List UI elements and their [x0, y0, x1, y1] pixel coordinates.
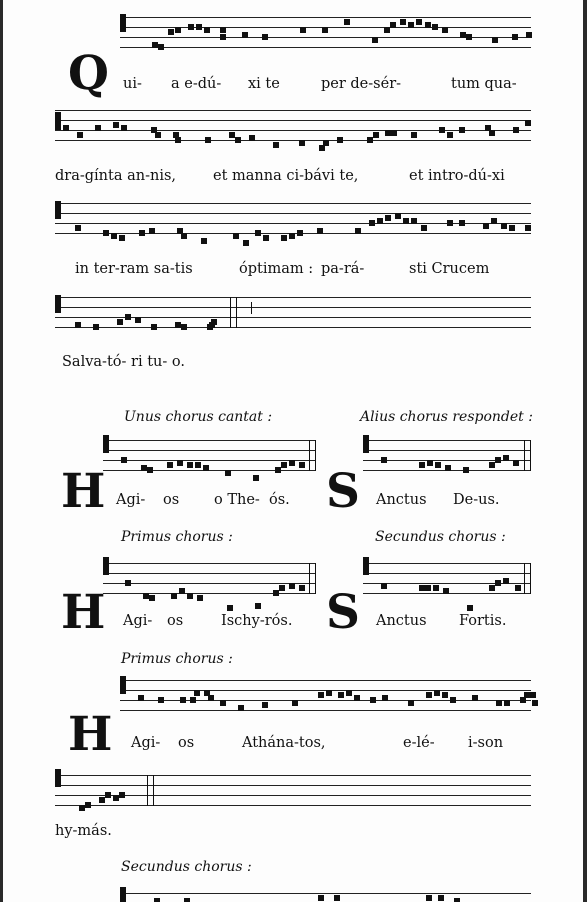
neume-note [263, 235, 269, 241]
neume-note [377, 218, 383, 224]
neume-note [203, 465, 209, 471]
neume-note [515, 585, 521, 591]
neume-note [220, 27, 226, 33]
neume-note [513, 127, 519, 133]
neume-note [255, 603, 261, 609]
lyric-text: Athána-tos, [242, 735, 326, 751]
c-clef-icon [103, 557, 109, 575]
neume-note [472, 695, 478, 701]
c-clef-icon [120, 676, 126, 694]
neume-note [450, 697, 456, 703]
neume-note [299, 585, 305, 591]
drop-initial-h: H [68, 707, 113, 762]
neume-note [459, 127, 465, 133]
neume-note [77, 132, 83, 138]
neume-note [532, 700, 538, 706]
neume-note [382, 695, 388, 701]
double-barline [147, 775, 154, 806]
neume-note [326, 690, 332, 696]
neume-note [372, 37, 378, 43]
neume-note [432, 24, 438, 30]
neume-note [149, 228, 155, 234]
neume-note [205, 137, 211, 143]
neume-note [93, 324, 99, 330]
c-clef-icon [363, 435, 369, 453]
neume-note [273, 142, 279, 148]
neume-note [447, 132, 453, 138]
neume-note [395, 213, 401, 219]
lyric-text: per de-sér- [321, 76, 402, 92]
neume-note [220, 700, 226, 706]
neume-note [168, 29, 174, 35]
barline [251, 302, 252, 314]
staff-8 [55, 775, 531, 806]
neume-note [181, 233, 187, 239]
neume-note [495, 457, 501, 463]
neume-note [408, 700, 414, 706]
neume-note [491, 218, 497, 224]
neume-note [194, 690, 200, 696]
neume-note [135, 317, 141, 323]
neume-note [255, 230, 261, 236]
staff-5b [363, 440, 531, 471]
lyric-text: in ter-ram sa-tis [75, 261, 193, 277]
rubric-text: Primus chorus : [121, 651, 233, 667]
lyric-text: os [178, 735, 195, 751]
neume-note [63, 125, 69, 131]
neume-note [426, 895, 432, 901]
neume-note [445, 465, 451, 471]
staff-3 [55, 203, 531, 234]
lyric-text: óptimam : [239, 261, 314, 277]
neume-note [149, 595, 155, 601]
neume-note [355, 228, 361, 234]
neume-note [113, 122, 119, 128]
c-clef-icon [363, 557, 369, 575]
neume-note [411, 132, 417, 138]
neume-note [190, 697, 196, 703]
neume-note [119, 235, 125, 241]
neume-note [249, 135, 255, 141]
lyric-text: Agi- [123, 613, 153, 629]
staff-5a [103, 440, 316, 471]
neume-note [158, 697, 164, 703]
neume-note [220, 34, 226, 40]
neume-note [381, 457, 387, 463]
neume-note [95, 125, 101, 131]
lyric-text: o The- [214, 492, 260, 508]
lyric-text: a e-dú- [171, 76, 222, 92]
neume-note [318, 895, 324, 901]
neume-note [243, 240, 249, 246]
neume-note [435, 462, 441, 468]
neume-note [459, 220, 465, 226]
neume-note [262, 702, 268, 708]
neume-note [503, 578, 509, 584]
neume-note [323, 140, 329, 146]
lyric-text: e-lé- [403, 735, 435, 751]
neume-note [208, 695, 214, 701]
lyric-text: dra-gínta an-nis, [55, 168, 177, 184]
rubric-text: Secundus chorus : [375, 529, 506, 545]
neume-note [526, 32, 532, 38]
neume-note [85, 802, 91, 808]
lyric-text: pa-rá- [321, 261, 365, 277]
double-barline [524, 563, 531, 594]
neume-note [416, 19, 422, 25]
neume-note [262, 34, 268, 40]
neume-note [322, 27, 328, 33]
neume-note [125, 314, 131, 320]
neume-note [385, 215, 391, 221]
neume-note [354, 695, 360, 701]
c-clef-icon [55, 769, 61, 787]
neume-note [155, 132, 161, 138]
neume-note [289, 583, 295, 589]
neume-note [370, 697, 376, 703]
neume-note [289, 460, 295, 466]
neume-note [391, 130, 397, 136]
neume-note [390, 22, 396, 28]
neume-note [513, 460, 519, 466]
lyric-text: Agi- [116, 492, 146, 508]
neume-note [242, 32, 248, 38]
neume-note [525, 225, 531, 231]
neume-note [433, 585, 439, 591]
lyric-text: Agi- [131, 735, 161, 751]
lyric-text: Fortis. [459, 613, 507, 629]
neume-note [346, 690, 352, 696]
neume-note [425, 585, 431, 591]
lyric-text: os [163, 492, 180, 508]
rubric-text: Primus chorus : [121, 529, 233, 545]
neume-note [211, 319, 217, 325]
rubric-text: Unus chorus cantat : [124, 409, 273, 425]
neume-note [400, 19, 406, 25]
staff-1 [120, 17, 531, 48]
drop-initial-q: Q [68, 46, 109, 101]
neume-note [139, 230, 145, 236]
lyric-text: Anctus [376, 492, 427, 508]
neume-note [496, 700, 502, 706]
neume-note [167, 462, 173, 468]
neume-note [103, 230, 109, 236]
c-clef-icon [120, 887, 126, 902]
neume-note [175, 137, 181, 143]
neume-note [75, 225, 81, 231]
neume-note [495, 580, 501, 586]
rubric-text: Secundus chorus : [121, 859, 252, 875]
lyric-text: os [167, 613, 184, 629]
neume-note [158, 44, 164, 50]
lyric-text: xi te [248, 76, 280, 92]
neume-note [181, 324, 187, 330]
neume-note [381, 583, 387, 589]
c-clef-icon [103, 435, 109, 453]
neume-note [299, 140, 305, 146]
staff-6b [363, 563, 531, 594]
lyric-text: hy-más. [55, 823, 112, 839]
neume-note [434, 690, 440, 696]
neume-note [233, 233, 239, 239]
neume-note [281, 462, 287, 468]
neume-note [503, 455, 509, 461]
neume-note [421, 225, 427, 231]
neume-note [121, 457, 127, 463]
neume-note [443, 588, 449, 594]
neume-note [447, 220, 453, 226]
lyric-text: Ischy-rós. [221, 613, 293, 629]
neume-note [75, 322, 81, 328]
neume-note [442, 27, 448, 33]
neume-note [197, 595, 203, 601]
neume-note [408, 22, 414, 28]
neume-note [334, 895, 340, 901]
staff-4 [55, 297, 531, 328]
neume-note [184, 898, 190, 902]
neume-note [177, 460, 183, 466]
neume-note [225, 470, 231, 476]
lyric-text: Anctus [376, 613, 427, 629]
drop-initial-s: S [326, 464, 360, 519]
double-barline [230, 297, 237, 328]
neume-note [125, 580, 131, 586]
neume-note [235, 137, 241, 143]
neume-note [525, 120, 531, 126]
neume-note [509, 225, 515, 231]
lyric-text: et intro-dú-xi [409, 168, 505, 184]
lyric-text: sti Crucem [409, 261, 490, 277]
neume-note [299, 462, 305, 468]
double-barline [524, 440, 531, 471]
drop-initial-s: S [326, 585, 360, 640]
neume-note [317, 228, 323, 234]
neume-note [147, 467, 153, 473]
neume-note [179, 588, 185, 594]
neume-note [483, 223, 489, 229]
neume-note [300, 27, 306, 33]
neume-note [238, 705, 244, 711]
neume-note [117, 319, 123, 325]
neume-note [419, 462, 425, 468]
neume-note [504, 700, 510, 706]
neume-note [105, 792, 111, 798]
neume-note [292, 700, 298, 706]
c-clef-icon [120, 14, 126, 32]
neume-note [439, 127, 445, 133]
neume-note [111, 233, 117, 239]
neume-note [454, 898, 460, 902]
neume-note [279, 585, 285, 591]
neume-note [289, 233, 295, 239]
neume-note [512, 34, 518, 40]
lyric-text: ui- [123, 76, 142, 92]
neume-note [411, 218, 417, 224]
neume-note [489, 130, 495, 136]
neume-note [297, 230, 303, 236]
neume-note [426, 692, 432, 698]
neume-note [442, 692, 448, 698]
neume-note [119, 792, 125, 798]
neume-note [187, 462, 193, 468]
neume-note [195, 462, 201, 468]
double-barline [309, 440, 316, 471]
neume-note [466, 34, 472, 40]
staff-2 [55, 110, 531, 141]
neume-note [438, 895, 444, 901]
neume-note [467, 605, 473, 611]
neume-note [463, 467, 469, 473]
neume-note [427, 460, 433, 466]
neume-note [530, 692, 536, 698]
double-barline [309, 563, 316, 594]
c-clef-icon [55, 112, 61, 130]
drop-initial-h: H [61, 585, 106, 640]
neume-note [337, 137, 343, 143]
neume-note [180, 697, 186, 703]
neume-note [175, 27, 181, 33]
lyric-text: i-son [468, 735, 504, 751]
neume-note [151, 324, 157, 330]
neume-note [227, 605, 233, 611]
neume-note [318, 692, 324, 698]
neume-note [253, 475, 259, 481]
lyric-text: tum qua- [451, 76, 517, 92]
staff-9 [120, 893, 531, 902]
neume-note [171, 593, 177, 599]
neume-note [492, 37, 498, 43]
score-page [3, 0, 583, 902]
neume-note [501, 223, 507, 229]
neume-note [196, 24, 202, 30]
neume-note [369, 220, 375, 226]
c-clef-icon [55, 295, 61, 313]
rubric-text: Alius chorus respondet : [360, 409, 533, 425]
neume-note [338, 692, 344, 698]
lyric-text: ós. [269, 492, 290, 508]
lyric-text: Salva-tó- ri tu- o. [62, 354, 185, 370]
neume-note [138, 695, 144, 701]
lyric-text: et manna ci-bávi te, [213, 168, 359, 184]
neume-note [403, 218, 409, 224]
c-clef-icon [55, 201, 61, 219]
neume-note [188, 24, 194, 30]
neume-note [121, 125, 127, 131]
drop-initial-h: H [61, 464, 106, 519]
neume-note [201, 238, 207, 244]
neume-note [281, 235, 287, 241]
neume-note [187, 593, 193, 599]
neume-note [373, 132, 379, 138]
neume-note [204, 27, 210, 33]
neume-note [344, 19, 350, 25]
lyric-text: De-us. [453, 492, 500, 508]
neume-note [425, 22, 431, 28]
staff-7 [120, 680, 531, 711]
staff-6a [103, 563, 316, 594]
neume-note [154, 898, 160, 902]
